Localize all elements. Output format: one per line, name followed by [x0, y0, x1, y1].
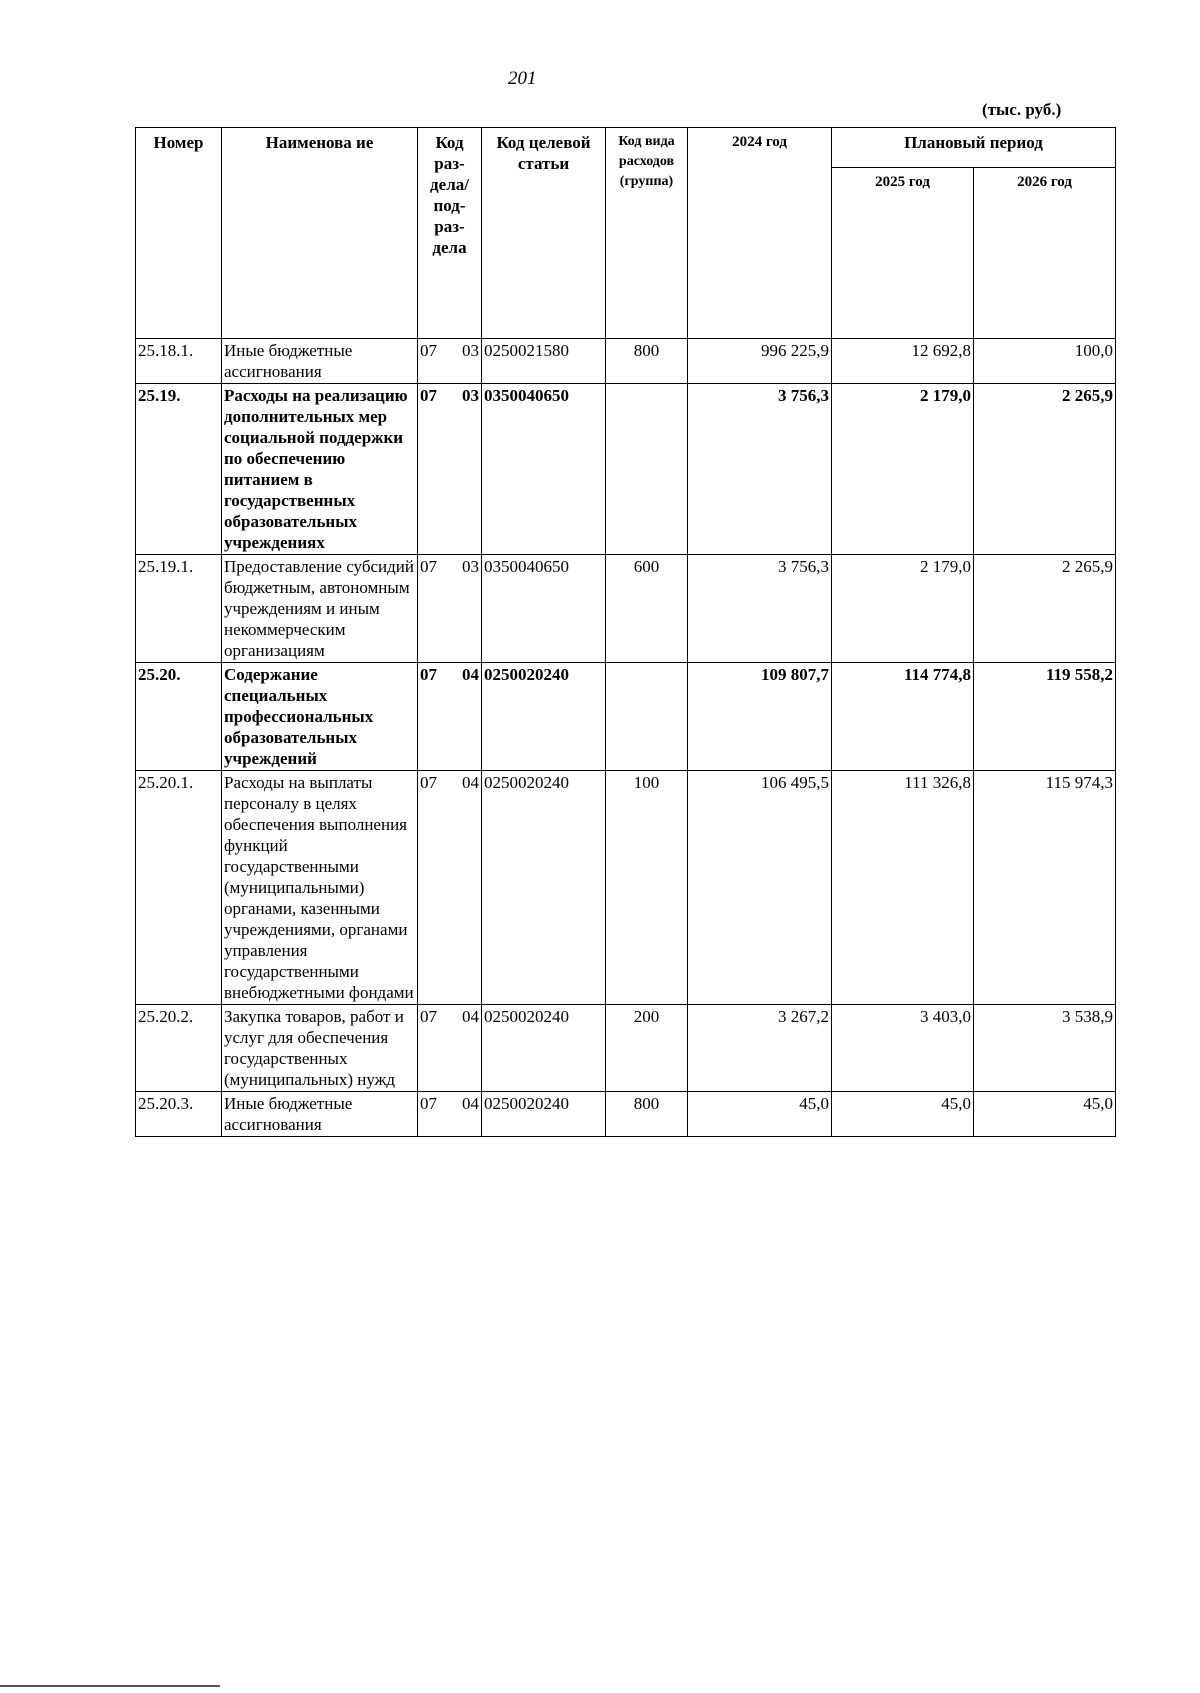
cell-vid: 600	[606, 555, 688, 663]
cell-vid: 800	[606, 1092, 688, 1137]
cell-target: 0250020240	[482, 1092, 606, 1137]
cell-2025: 114 774,8	[832, 663, 974, 771]
cell-name: Расходы на выплаты персоналу в целях обеспечения выполнения функций государственными (муниципальными) органами, казенными учреждениями, органами управления государственными внебюджетными фондами	[222, 771, 418, 1005]
cell-number: 25.18.1.	[136, 339, 222, 384]
table-row	[136, 384, 1116, 555]
cell-target: 0350040650	[482, 555, 606, 663]
cell-razdel	[418, 339, 482, 384]
cell-vid	[606, 663, 688, 771]
cell-razdel	[418, 663, 482, 771]
cell-target: 0250021580	[482, 339, 606, 384]
cell-pr: 04	[462, 665, 479, 684]
cell-2026: 119 558,2	[974, 663, 1116, 771]
header-plan-period: Плановый период	[832, 128, 1116, 168]
table-row	[136, 1092, 1116, 1137]
cell-2025: 111 326,8	[832, 771, 974, 1005]
cell-target: 0250020240	[482, 663, 606, 771]
units-label: (тыс. руб.)	[982, 100, 1062, 119]
cell-2024: 3 756,3	[688, 384, 832, 555]
cell-2025: 3 403,0	[832, 1005, 974, 1092]
cell-number: 25.20.1.	[136, 771, 222, 1005]
cell-razdel	[418, 771, 482, 1005]
cell-pr: 04	[462, 773, 479, 792]
header-razdel: Код раз-дела/ под-раз-дела	[418, 128, 482, 339]
cell-2026: 3 538,9	[974, 1005, 1116, 1092]
cell-rz: 07	[420, 386, 437, 405]
cell-2026: 100,0	[974, 339, 1116, 384]
cell-pr: 03	[462, 341, 479, 360]
cell-number: 25.19.1.	[136, 555, 222, 663]
table-row	[136, 663, 1116, 771]
header-number: Номер	[136, 128, 222, 339]
budget-table	[135, 127, 1116, 1137]
cell-rz: 07	[420, 557, 437, 576]
cell-razdel	[418, 384, 482, 555]
cell-2024: 106 495,5	[688, 771, 832, 1005]
cell-name: Закупка товаров, работ и услуг для обеспечения государственных (муниципальных) нужд	[222, 1005, 418, 1092]
cell-2024: 996 225,9	[688, 339, 832, 384]
table-header	[136, 128, 1116, 339]
cell-2024: 3 267,2	[688, 1005, 832, 1092]
header-2025: 2025 год	[832, 168, 974, 339]
cell-target: 0350040650	[482, 384, 606, 555]
page-number: 201	[508, 68, 537, 89]
cell-rz: 07	[420, 1094, 437, 1113]
cell-razdel	[418, 1092, 482, 1137]
cell-vid: 800	[606, 339, 688, 384]
cell-rz: 07	[420, 773, 437, 792]
cell-name: Иные бюджетные ассигнования	[222, 339, 418, 384]
cell-rz: 07	[420, 341, 437, 360]
cell-2026: 115 974,3	[974, 771, 1116, 1005]
cell-2024: 3 756,3	[688, 555, 832, 663]
table-row	[136, 555, 1116, 663]
cell-name: Иные бюджетные ассигнования	[222, 1092, 418, 1137]
header-2024: 2024 год	[688, 128, 832, 339]
table-row	[136, 1005, 1116, 1092]
table-body	[136, 339, 1116, 1137]
cell-razdel	[418, 555, 482, 663]
bottom-rule	[0, 1685, 220, 1687]
cell-pr: 03	[462, 557, 479, 576]
cell-2025: 45,0	[832, 1092, 974, 1137]
cell-2025: 12 692,8	[832, 339, 974, 384]
cell-name: Предоставление субсидий бюджетным, автономным учреждениям и иным некоммерческим организациям	[222, 555, 418, 663]
cell-pr: 04	[462, 1094, 479, 1113]
header-name: Наименова ие	[222, 128, 418, 339]
cell-number: 25.20.2.	[136, 1005, 222, 1092]
cell-2024: 45,0	[688, 1092, 832, 1137]
cell-name: Расходы на реализацию дополнительных мер социальной поддержки по обеспечению питанием в государственных образовательных учреждениях	[222, 384, 418, 555]
cell-2026: 2 265,9	[974, 555, 1116, 663]
cell-vid: 200	[606, 1005, 688, 1092]
cell-name: Содержание специальных профессиональных образовательных учреждений	[222, 663, 418, 771]
header-target: Код целевой статьи	[482, 128, 606, 339]
cell-2026: 45,0	[974, 1092, 1116, 1137]
cell-number: 25.20.3.	[136, 1092, 222, 1137]
cell-rz: 07	[420, 1007, 437, 1026]
cell-number: 25.20.	[136, 663, 222, 771]
cell-2024: 109 807,7	[688, 663, 832, 771]
cell-pr: 04	[462, 1007, 479, 1026]
header-2026: 2026 год	[974, 168, 1116, 339]
cell-target: 0250020240	[482, 1005, 606, 1092]
cell-vid: 100	[606, 771, 688, 1005]
header-vid: Код вида расходов (группа)	[606, 128, 688, 339]
cell-vid	[606, 384, 688, 555]
cell-target: 0250020240	[482, 771, 606, 1005]
cell-razdel	[418, 1005, 482, 1092]
cell-number: 25.19.	[136, 384, 222, 555]
cell-2025: 2 179,0	[832, 384, 974, 555]
cell-pr: 03	[462, 386, 479, 405]
table-row	[136, 771, 1116, 1005]
cell-rz: 07	[420, 665, 437, 684]
cell-2026: 2 265,9	[974, 384, 1116, 555]
cell-2025: 2 179,0	[832, 555, 974, 663]
table-row	[136, 339, 1116, 384]
